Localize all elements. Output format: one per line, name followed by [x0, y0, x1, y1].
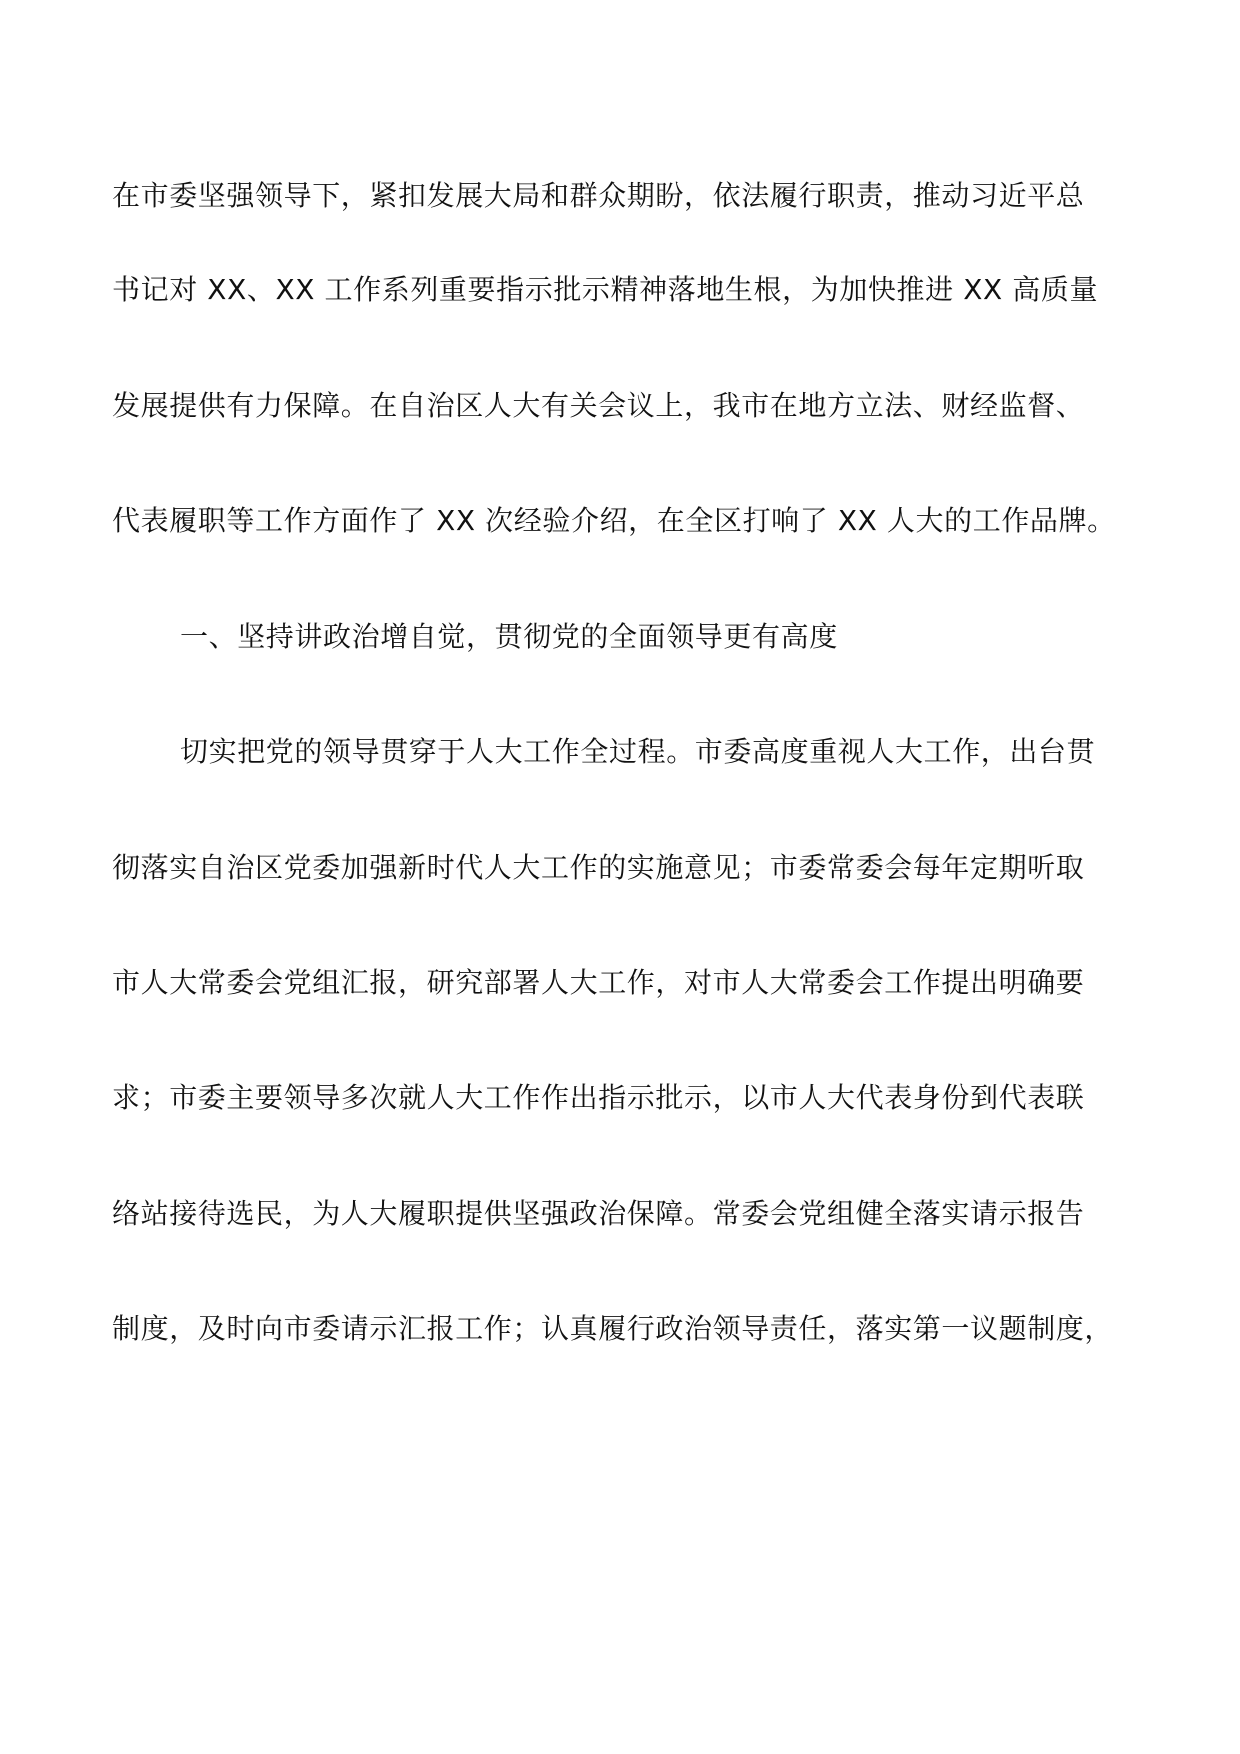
- paragraph-line-1: 在市委坚强领导下，紧扣发展大局和群众期盼，依法履行职责，推动习近平总: [112, 179, 1085, 212]
- paragraph-line-7: 市人大常委会党组汇报，研究部署人大工作，对市人大常委会工作提出明确要: [112, 966, 1085, 999]
- section-heading: 一、坚持讲政治增自觉，贯彻党的全面领导更有高度: [180, 620, 838, 653]
- paragraph-line-3: 发展提供有力保障。在自治区人大有关会议上，我市在地方立法、财经监督、: [112, 389, 1085, 422]
- paragraph-line-8: 求；市委主要领导多次就人大工作作出指示批示，以市人大代表身份到代表联: [112, 1081, 1085, 1114]
- paragraph-line-2: 书记对 XX、XX 工作系列重要指示批示精神落地生根，为加快推进 XX 高质量: [112, 273, 1099, 306]
- paragraph-line-10: 制度，及时向市委请示汇报工作；认真履行政治领导责任，落实第一议题制度，: [112, 1312, 1114, 1345]
- paragraph-line-6: 彻落实自治区党委加强新时代人大工作的实施意见；市委常委会每年定期听取: [112, 851, 1085, 884]
- paragraph-line-5: 切实把党的领导贯穿于人大工作全过程。市委高度重视人大工作，出台贯: [180, 735, 1096, 768]
- paragraph-line-9: 络站接待选民，为人大履职提供坚强政治保障。常委会党组健全落实请示报告: [112, 1197, 1085, 1230]
- paragraph-line-4: 代表履职等工作方面作了 XX 次经验介绍，在全区打响了 XX 人大的工作品牌。: [112, 504, 1116, 537]
